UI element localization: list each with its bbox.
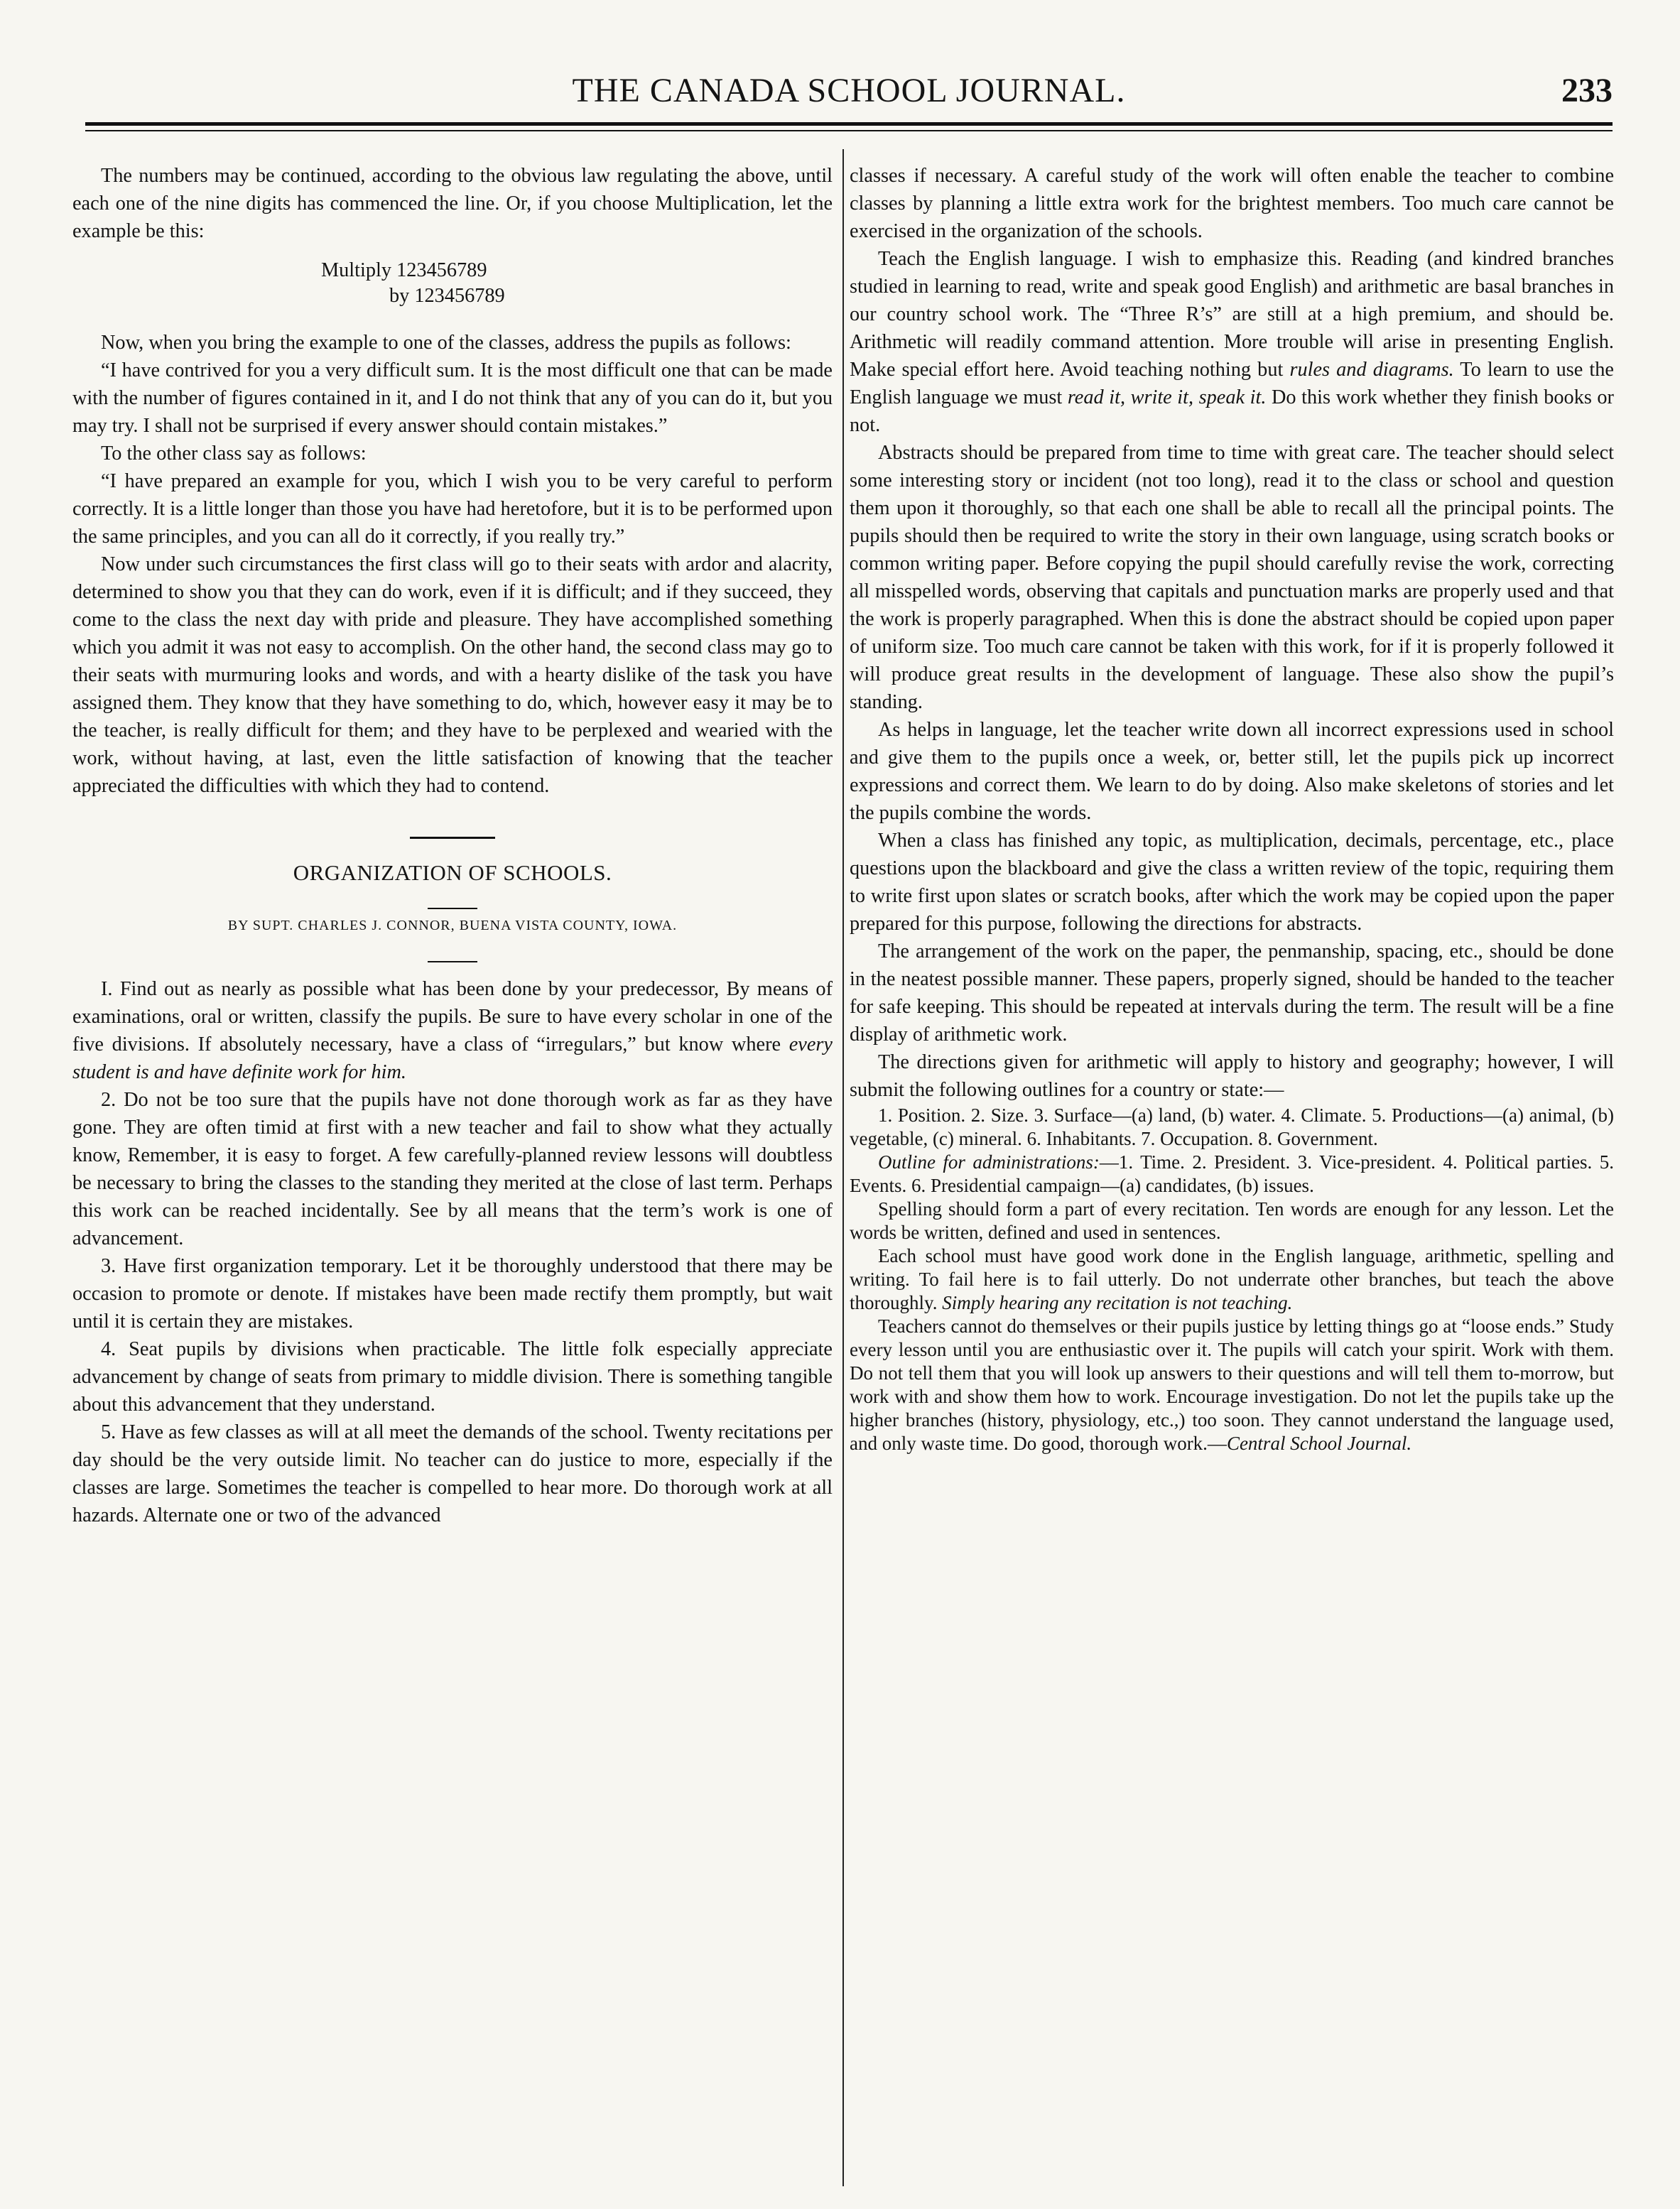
source-credit: Central School Journal. <box>1226 1433 1412 1454</box>
paragraph: Abstracts should be prepared from time to time with great care. The teacher should select some interesting story or incident (not too long), read it to the class or school and question them upon it thoroughly, so that each one shall be able to recall all the principal points. The pupils should then be required to write the story in their own language, using scratch books or common writing paper. Before copying the pupil should carefully revise the work, correcting all misspelled words, observing that capitals and punctuation marks are properly used and that the work is properly paragraphed. When this is done the abstract should be copied upon paper of uniform size. Too much care cannot be taken with this work, for if it is properly followed it will produce great results in the development of language. These also show the pupil’s standing. <box>850 442 1614 713</box>
text-run: Teachers cannot do themselves or their pupils justice by letting things go at “loose ends.” Study every lesson until you are enthusiastic over it. The pupils will catch your spirit. Work with them. Do not tell them that you will look up answers to their questions and will tell them to-morrow, but work with and show them how to work. Encourage investigation. Do not let the pupils take up the higher branches (history, physiology, etc.,) too soon. They cannot understand the language used, and only waste time. Do good, thorough work.— <box>850 1315 1614 1454</box>
emphasis-text: Simply hearing any recitation is not teaching. <box>942 1292 1293 1313</box>
paragraph: As helps in language, let the teacher write down all incorrect expressions used in school and give them to the pupils once a week, or, better still, let the pupils pick up incorrect expressions and correct them. We learn to do by doing. Also make skeletons of stories and let the pupils combine the words. <box>850 719 1614 824</box>
text-run: Teach the English language. I wish to emphasize this. Reading (and kindred branches studied in learning to read, write and speak good English) and arithmetic are basal branches in our country school work. The “Three R’s” are still at a high premium, and should be. Arithmetic will readily command attention. More trouble will arise in presenting English. Make special effort here. Avoid teaching nothing but <box>850 248 1614 381</box>
page-header <box>85 71 1613 121</box>
outline-administrations <box>850 1151 1614 1198</box>
list-item: 2. Do not be too sure that the pupils have not done thorough work as far as they have gone. They are often timid at first with a new teacher and fail to show what they actually know, Remember, it is easy to forget. A few carefully-planned review lessons will doubtless be necessary to bring the classes to the standing they merited at the close of last term. Perhaps this work can be reached incidentally. See by all means that the term’s work is one of advancement. <box>72 1089 833 1249</box>
emphasis-text: read it, write it, speak it. <box>1067 386 1267 408</box>
list-item: 5. Have as few classes as will at all meet the demands of the school. Twenty recitations per day should be the very outside limit. No teacher can do justice to more, especially if the classes are large. Sometimes the teacher is compelled to hear more. Do thorough work at all hazards. Alternate one or two of the advanced <box>72 1421 833 1526</box>
paragraph: Spelling should form a part of every recitation. Ten words are enough for any lesson. Let the words be written, defined and used in sentences. <box>850 1198 1614 1243</box>
paragraph <box>850 1244 1614 1315</box>
list-item: 4. Seat pupils by divisions when practicable. The little folk especially appreciate advancement by change of seats from primary to middle division. There is something tangible about this advancement that they understand. <box>72 1338 833 1416</box>
paragraph: classes if necessary. A careful study of the work will often enable the teacher to combine classes by planning a little extra work for the brightest members. Too much care cannot be exercised in the organization of the schools. <box>850 165 1614 242</box>
paragraph: When a class has finished any topic, as multiplication, decimals, percentage, etc., place questions upon the blackboard and give the class a written review of the topic, requiring them to write first upon slates or scratch books, after which the work may be copied upon the paper prepared for this purpose, following the directions for abstracts. <box>850 830 1614 935</box>
article-title: ORGANIZATION OF SCHOOLS. <box>293 860 612 885</box>
quotation: “I have prepared an example for you, which I wish you to be very careful to perform correctly. It is a little longer than those you have had heretofore, but it is to be performed upon the same principles, and you can all do it correctly, if you really try.” <box>72 470 833 548</box>
list-item: 3. Have first organization temporary. Let it be thoroughly understood that there may be occasion to promote or denote. If mistakes have been made rectify them promptly, but wait until it is certain they are mistakes. <box>72 1255 833 1333</box>
outline-country: 1. Position. 2. Size. 3. Surface—(a) land, (b) water. 4. Climate. 5. Productions—(a) animal, (b) vegetable, (c) mineral. 6. Inhabitants. 7. Occupation. 8. Government. <box>850 1104 1614 1149</box>
list-item <box>72 975 833 1086</box>
outline-text: —1. Time. 2. President. 3. Vice-president. 4. Political parties. 5. Events. 6. Presidential campaign—(a) candidates, (b) issues. <box>850 1151 1615 1196</box>
paragraph <box>850 1315 1614 1455</box>
multiplication-line: by 123456789 <box>389 285 505 307</box>
text-run: Do this work whether they finish books or not. <box>850 386 1614 436</box>
item-text: I. Find out as nearly as possible what has been done by your predecessor, By means of examinations, oral or written, classify the pupils. Be sure to have every scholar in one of the five divisions. If absolutely necessary, have a class of “irregulars,” but know where <box>72 978 833 1055</box>
header-rule-thin <box>85 130 1613 131</box>
paragraph: The arrangement of the work on the paper, the penmanship, spacing, etc., should be done in the neatest possible manner. These papers, properly signed, should be handed to the teacher for safe keeping. This should be repeated at intervals during the term. The result will be a fine display of arithmetic work. <box>850 940 1614 1046</box>
right-column <box>850 162 1614 1455</box>
section-divider <box>410 837 495 839</box>
paragraph: The directions given for arithmetic will apply to history and geography; however, I will submit the following outlines for a country or state:— <box>850 1051 1614 1101</box>
multiplication-line: Multiply 123456789 <box>321 259 487 281</box>
page-number: 233 <box>1561 72 1613 109</box>
text-run: Each school must have good work done in the English language, arithmetic, spelling and writing. To fail here is to fail utterly. Do not underrate other branches, but teach the above thoroughly. <box>850 1245 1614 1313</box>
emphasis-text: rules and diagrams. <box>1289 359 1454 381</box>
paragraph: The numbers may be continued, according to the obvious law regulating the above, until each one of the nine digits has commenced the line. Or, if you choose Multiplication, let the example be this: <box>72 165 833 242</box>
header-rule-thick <box>85 122 1613 126</box>
multiplication-example <box>321 258 833 309</box>
column-divider <box>842 149 844 2186</box>
paragraph: Now, when you bring the example to one of the classes, address the pupils as follows: <box>101 332 791 354</box>
title-divider <box>428 908 477 909</box>
byline-divider <box>428 961 477 962</box>
left-column <box>72 162 833 1529</box>
quotation: “I have contrived for you a very difficult sum. It is the most difficult one that can be made with the number of figures contained in it, and I do not think that any of you can do it, but you may try. I shall not be surprised if every answer should contain mistakes.” <box>72 359 833 437</box>
byline: BY SUPT. CHARLES J. CONNOR, BUENA VISTA COUNTY, IOWA. <box>227 918 678 933</box>
paragraph: To the other class say as follows: <box>101 443 367 465</box>
paragraph: Now under such circumstances the first class will go to their seats with ardor and alacrity, determined to show you that they can do work, even if it is difficult; and if they succeed, they come to the class the next day with pride and pleasure. They have accomplished something which you admit it was not easy to accomplish. On the other hand, the second class may go to their seats with murmuring looks and words, and with a hearty dislike of the task you have assigned them. They know that they have something to do, which, however easy it may be to the teacher, is really difficult for them; and they have to be perplexed and wearied with the work, without having, at last, even the little satisfaction of knowing that the teacher appreciated the difficulties with which they had to contend. <box>72 553 833 797</box>
text-run: To learn to use the English language we must <box>850 359 1614 408</box>
emphasis-text: every student is and have definite work for him. <box>72 1033 833 1083</box>
outline-label: Outline for administrations: <box>878 1151 1100 1173</box>
paragraph <box>850 245 1614 439</box>
journal-title: THE CANADA SCHOOL JOURNAL. <box>572 72 1126 109</box>
